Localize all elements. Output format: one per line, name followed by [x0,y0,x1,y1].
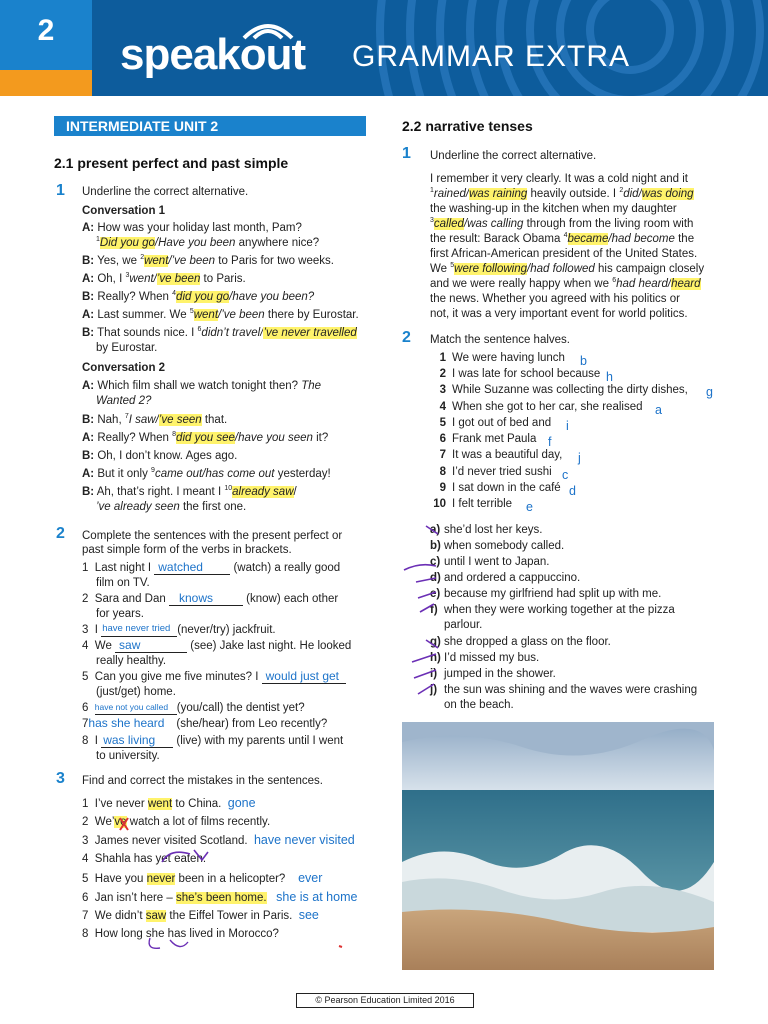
match-left-item: 7 It was a beautiful day, [439,449,563,461]
exercise-item: 3 I have never tried (never/try) jackfruit. [82,623,276,636]
instruction: Underline the correct alternative. [430,150,597,162]
paragraph-line: We $^5$were following/had followed his campaign closely [430,262,705,275]
exercise-item: 6 Jan isn’t here – she’s been home. she is at home [82,890,358,904]
copyright-footer: © Pearson Education Limited 2016 [296,993,474,1008]
dialogue-line: by Eurostar. [96,342,158,354]
match-left-item: 10 I felt terrible [433,498,513,510]
exercise-item: really healthy. [96,655,167,667]
exercise-number: 3 [56,770,65,787]
page-header [0,0,768,96]
unit-number: 2 [37,14,55,47]
exercise-item: film on TV. [96,577,150,589]
exercise-item: 2 We’ve watch a lot of films recently. [82,816,271,828]
exercise-item: to university. [96,750,160,762]
handwritten-correction: gone [227,796,256,810]
dialogue-line: B: Nah, $^7$I saw/’ve seen that. [82,413,228,426]
pen-marks-overlay [398,522,442,702]
dialogue-line: $^1$Did you go/Have you been anywhere nice? [96,236,320,249]
handwritten-answer: saw [119,638,141,652]
dialogue-line: B: That sounds nice. I $^6$didn’t travel/’ve never travelled [82,326,357,339]
pen-dot [336,942,346,950]
exercise-item: 3 James never visited Scotland. have never visited [82,833,355,847]
match-right-item: parlour. [444,619,483,631]
match-right-item: i) jumped in the shower. [430,668,556,680]
exercise-item: 1 I’ve never went to China. gone [82,796,256,810]
dialogue-line: B: Ah, that’s right. I meant I $^{10}$already saw/ [82,485,297,498]
dialogue-line: B: Yes, we $^2$went/’ve been to Paris for two weeks. [82,254,334,267]
match-right-item: h) I’d missed my bus. [430,652,540,664]
exercise-item: (just/get) home. [96,686,176,698]
handwritten-match-answer: c [562,468,569,482]
match-right-item: a) she’d lost her keys. [430,524,543,536]
paragraph-line: the news. Whether you agreed with his politics or [430,293,680,305]
paragraph-line: $^1$rained/was raining heavily outside. I $^2$did/was doing [430,187,694,200]
handwritten-match-answer: j [578,451,581,465]
instruction: Find and correct the mistakes in the sentences. [82,775,323,787]
exercise-number: 2 [56,525,65,542]
handwritten-correction: ever [298,871,323,885]
exercise-item: 8 How long she has lived in Morocco? [82,928,279,940]
dialogue-line: B: Oh, I don’t know. Ages ago. [82,450,238,462]
handwritten-match-answer: i [566,419,569,433]
exercise-number: 1 [402,145,411,162]
handwritten-answer: have never tried [102,623,171,634]
exercise-number: 1 [56,182,65,199]
beach-photo [402,722,714,970]
handwritten-correction: she is at home [276,890,358,904]
section-2-1-title: 2.1 present perfect and past simple [54,155,289,171]
exercise-item: 4 We saw (see) Jake last night. He looked [82,638,352,652]
exercise-number: 2 [402,329,411,346]
exercise-item: 5 Have you never been in a helicopter? ever [82,871,323,885]
dialogue-line: A: Which film shall we watch tonight then? The [82,380,322,392]
dialogue-line: A: Really? When $^8$did you see/have you seen it? [82,431,329,444]
paragraph-line: first African-American president of the United States. [430,248,698,260]
paragraph-line: the washing-up in the kitchen when my daughter [430,203,677,215]
conversation-heading: Conversation 2 [82,362,166,374]
exercise-item: 8 I was living (live) with my parents until I went [82,733,344,747]
match-right-item: e) because my girlfriend had split up with me. [430,588,662,600]
handwritten-match-answer: f [548,435,552,449]
dialogue-line: Wanted 2? [96,395,152,407]
dialogue-line: A: How was your holiday last month, Pam? [82,222,302,234]
instruction: Underline the correct alternative. [82,186,249,198]
match-left-item: 3 While Suzanne was collecting the dirty dishes, [439,384,688,396]
paragraph-line: and we were really happy when we $^6$had heard/heard [430,277,701,290]
instruction: past simple form of the verbs in brackets. [82,544,292,556]
dialogue-line: ’ve already seen the first one. [96,501,247,513]
header-title: GRAMMAR EXTRA [352,40,631,73]
unit-tab-accent [0,70,92,96]
paragraph-line: the result: Barack Obama $^4$became/had become the [430,232,695,245]
exercise-item: 2 Sara and Dan knows (know) each other [82,591,339,605]
match-right-item: j) the sun was shining and the waves were crashing [430,684,698,696]
match-left-item: 5 I got out of bed and [439,417,552,429]
conversation-heading: Conversation 1 [82,205,166,217]
paragraph-line: not, it was a very important event for world politics. [430,308,688,320]
match-left-item: 9 I sat down in the café [439,482,561,494]
match-right-item: c) until I went to Japan. [430,556,550,568]
match-right-item: d) and ordered a cappuccino. [430,572,581,584]
exercise-item: for years. [96,608,144,620]
match-right-item: on the beach. [444,699,514,711]
handwritten-match-answer: b [580,354,587,368]
match-left-item: 6 Frank met Paula [439,433,537,445]
match-left-item: 8 I’d never tried sushi [439,466,552,478]
handwritten-match-answer: h [606,370,613,384]
dialogue-line: A: But it only $^9$came out/has come out yesterday! [82,467,331,480]
section-2-2-title: 2.2 narrative tenses [402,118,533,134]
exercise-item: 5 Can you give me five minutes? I would just get [82,670,346,684]
match-right-item: f) when they were working together at the pizza [430,604,675,616]
handwritten-match-answer: d [569,484,576,498]
handwritten-correction: see [298,908,319,922]
match-left-item: 1 We were having lunch [439,352,565,364]
exercise-item: 7 We didn’t saw the Eiffel Tower in Paris. see [82,908,319,922]
dialogue-line: A: Oh, I $^3$went/’ve been to Paris. [82,272,246,285]
match-left-item: 4 When she got to her car, she realised [439,401,643,413]
handwritten-answer: have not you called [94,702,169,712]
match-left-item: 2 I was late for school because [439,368,601,380]
exercise-item: 4 Shahla has yet eaten. [82,853,207,865]
pen-marks-overlay [110,810,220,955]
instruction: Match the sentence halves. [430,334,570,346]
match-right-item: b) when somebody called. [430,540,565,552]
exercise-item: 7 has she heard (she/hear) from Leo recently? [82,716,328,730]
paragraph-line: $^3$called/was calling through from the living room with [430,217,694,230]
exercise-item: 1 Last night I watched (watch) a really good [82,560,341,574]
handwritten-answer: knows [178,591,213,605]
handwritten-match-answer: g [706,385,713,399]
dialogue-line: A: Last summer. We $^5$went/’ve been there by Eurostar. [82,308,359,321]
handwritten-answer: was living [103,733,156,747]
dialogue-line: B: Really? When $^4$did you go/have you been? [82,290,315,303]
handwritten-match-answer: a [655,403,662,417]
instruction: Complete the sentences with the present perfect or [82,530,343,542]
handwritten-answer: would just get [265,669,340,683]
unit-banner: INTERMEDIATE UNIT 2 [54,116,366,136]
paragraph-line: I remember it very clearly. It was a cold night and it [430,173,688,185]
handwritten-correction: have never visited [253,833,355,847]
match-right-item: g) she dropped a glass on the floor. [430,636,611,648]
handwritten-answer: has she heard [88,716,165,730]
handwritten-match-answer: e [526,500,533,514]
exercise-item: 6 have not you called (you/call) the dentist yet? [82,702,305,714]
handwritten-answer: watched [158,560,203,574]
speakout-logo: speakout [120,30,306,79]
